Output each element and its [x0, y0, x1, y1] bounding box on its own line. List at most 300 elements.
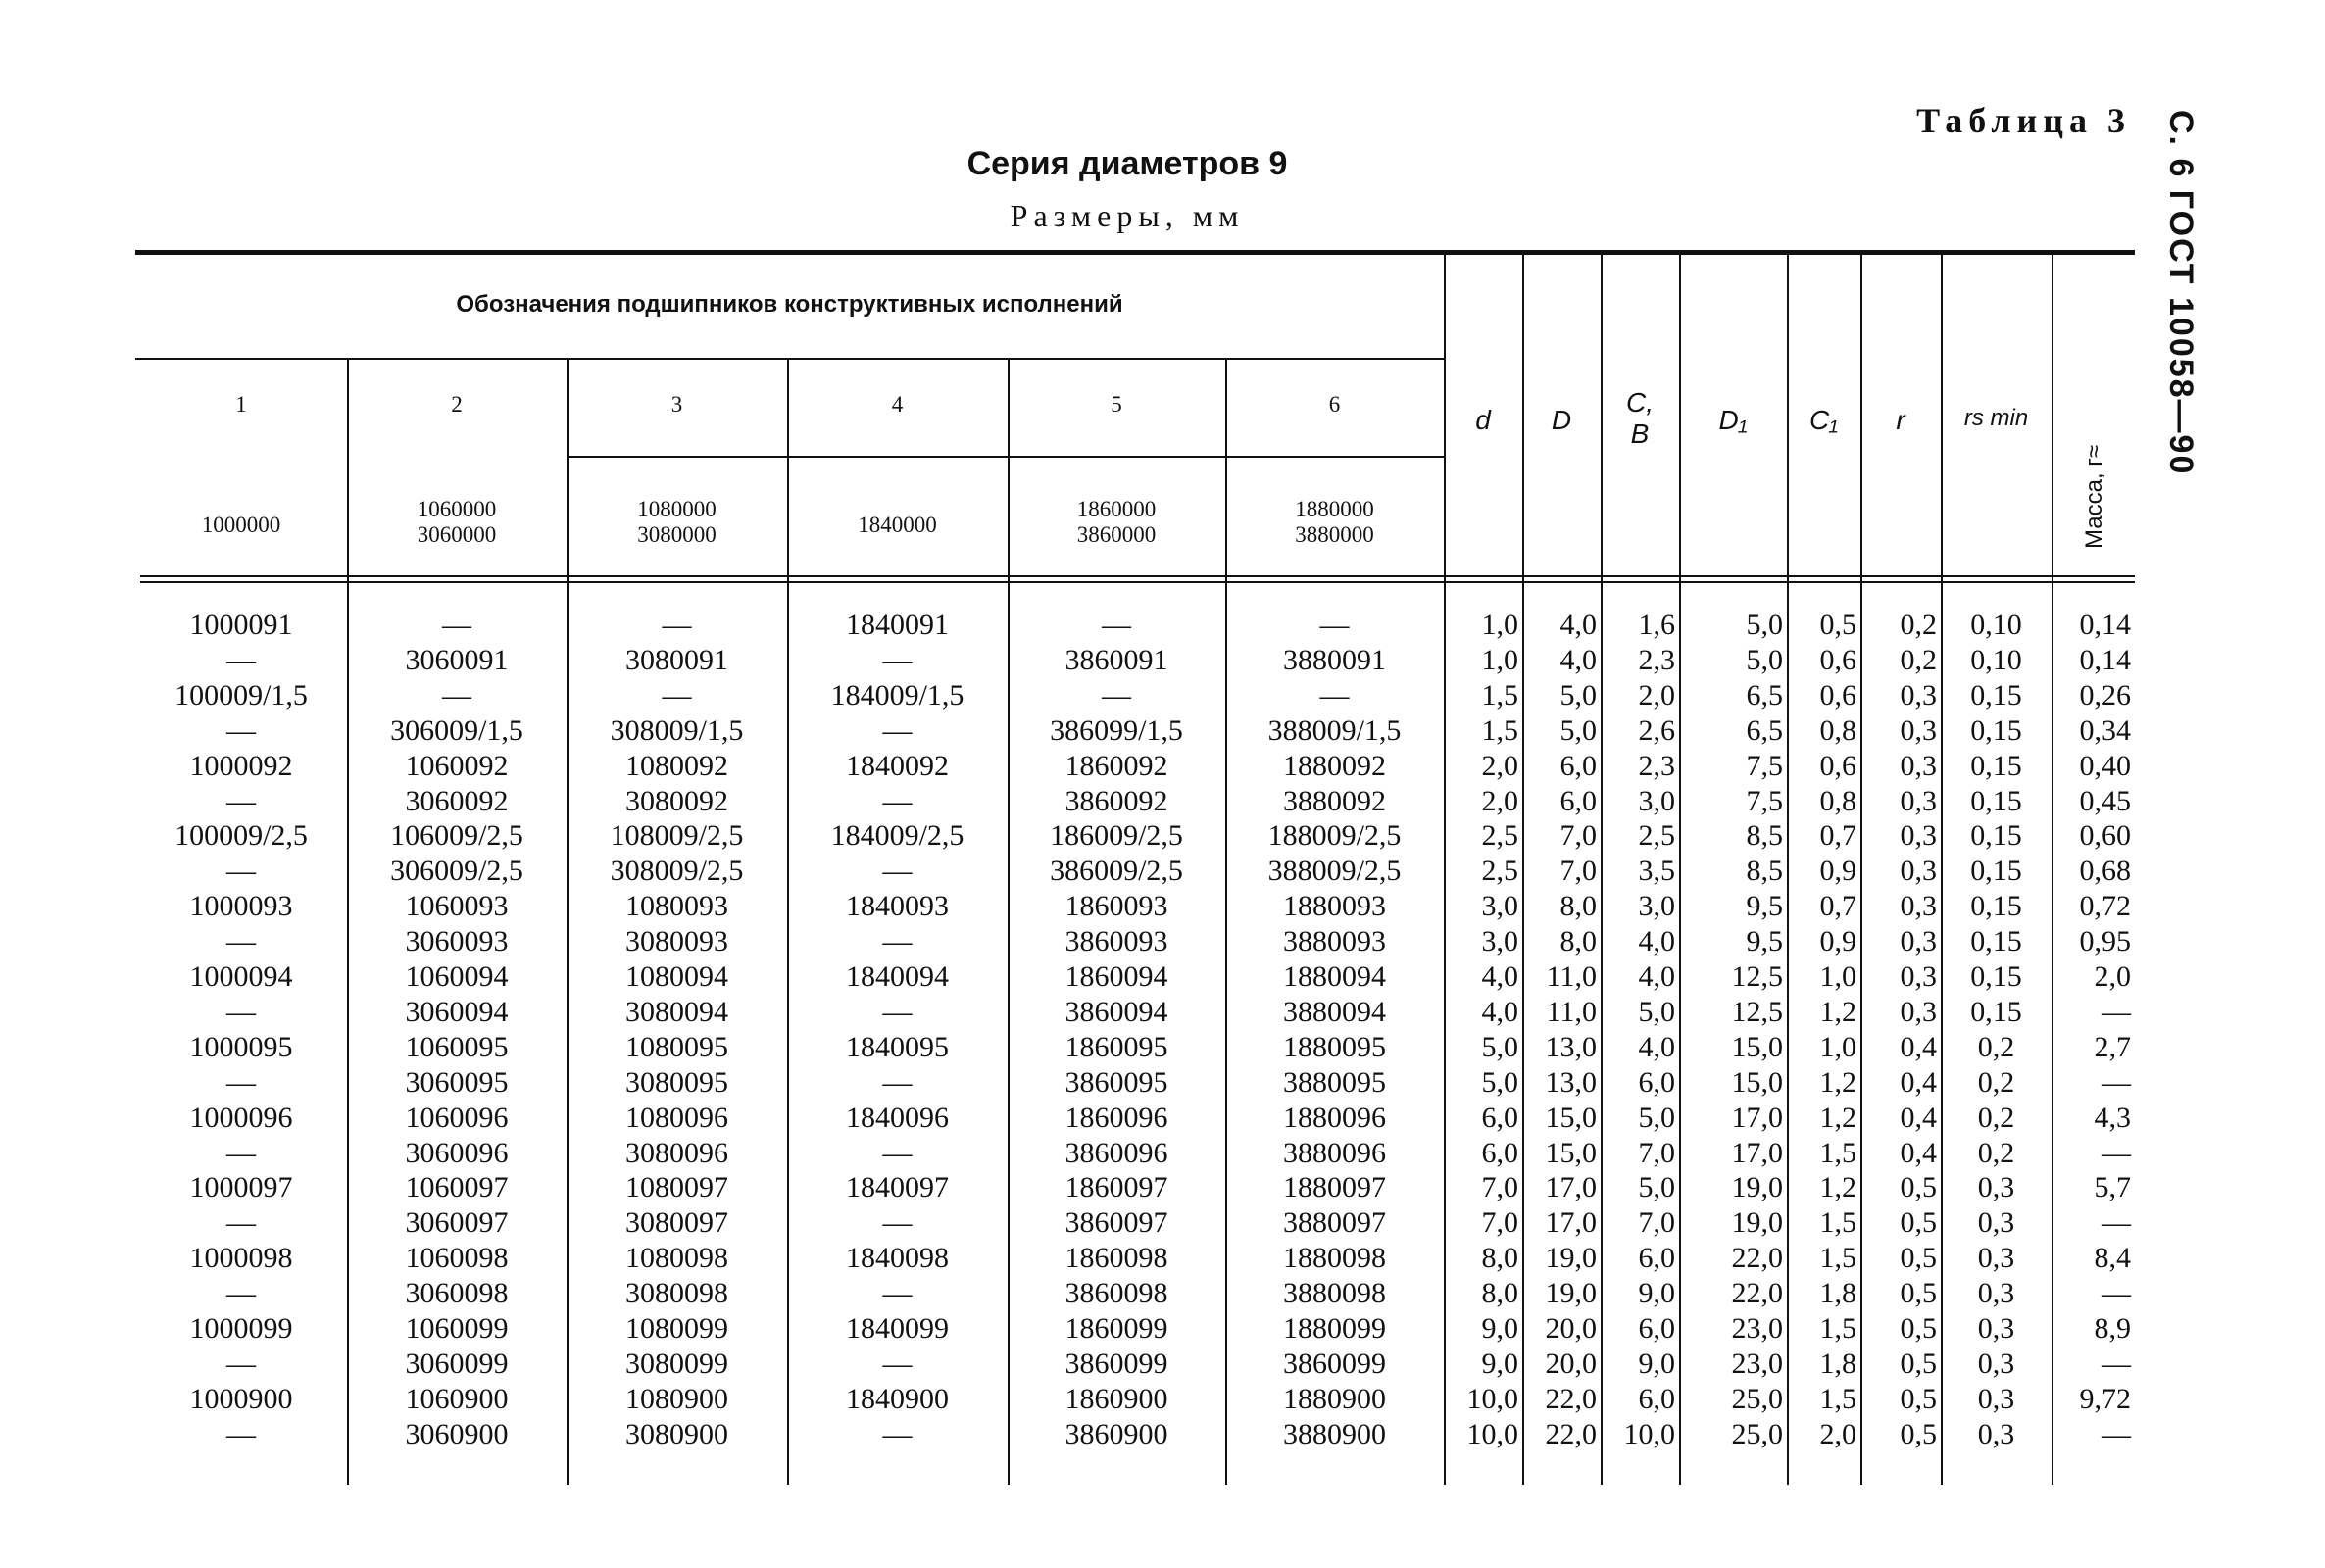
dim-CB-cell: 9,0	[1638, 1347, 1675, 1380]
design-4-cell: —	[882, 1065, 913, 1099]
dim-rsmin-cell: 0,3	[1977, 1417, 2015, 1450]
dim-D1-cell: 12,5	[1731, 960, 1783, 993]
dim-r-cell: 0,4	[1900, 1136, 1937, 1169]
dim-d-cell: 2,0	[1481, 784, 1518, 817]
mass-cell: 0,14	[2079, 609, 2131, 641]
dim-C1-cell: 0,6	[1819, 643, 1856, 676]
design-2-cell: 1060092	[405, 749, 509, 782]
dim-D-cell: 8,0	[1559, 890, 1597, 923]
design-5-cell: 3860098	[1064, 1277, 1168, 1310]
design-2-cell: 306009/2,5	[390, 855, 523, 888]
dim-C1-cell: 0,9	[1819, 925, 1856, 958]
dim-D1-cell: 22,0	[1731, 1277, 1783, 1310]
design-1-header: 1	[235, 392, 247, 416]
dim-D-header: D	[1551, 405, 1572, 435]
mass-cell: 2,0	[2094, 960, 2131, 993]
design-3-cell: 3080098	[625, 1277, 728, 1310]
design-4-cell: —	[882, 1347, 913, 1380]
dim-CB-cell: 4,0	[1638, 960, 1675, 993]
dim-rsmin-cell: 0,2	[1977, 1136, 2015, 1169]
dim-D-cell: 22,0	[1545, 1417, 1597, 1450]
design-6-cell: 3880097	[1283, 1206, 1386, 1240]
dim-D1-cell: 19,0	[1731, 1171, 1783, 1204]
design-5-cell: 1860095	[1064, 1030, 1168, 1063]
design-4-cell: 1840097	[846, 1171, 949, 1204]
design-6-cell: 388009/1,5	[1267, 713, 1402, 747]
table-row	[135, 1205, 2135, 1241]
standard-side-label: С. 6 ГОСТ 10058—90	[2162, 110, 2200, 476]
dim-CB-cell: 2,3	[1638, 643, 1675, 676]
dim-CB-cell: 6,0	[1638, 1382, 1675, 1415]
dim-C1-cell: 0,6	[1819, 749, 1856, 782]
design-2-cell: 306009/1,5	[390, 713, 523, 747]
dim-D-cell: 7,0	[1559, 819, 1597, 853]
dim-D-cell: 20,0	[1545, 1312, 1597, 1345]
design-4-cell: 1840091	[846, 609, 949, 641]
design-3-cell: 308009/2,5	[610, 855, 744, 888]
design-3-cell: 1080093	[625, 890, 728, 923]
dim-rsmin-cell: 0,15	[1970, 678, 2022, 711]
dim-D-cell: 19,0	[1545, 1277, 1597, 1310]
design-5-header: 5	[1111, 392, 1122, 416]
dim-CB-cell: 4,0	[1638, 1030, 1675, 1063]
dim-r-cell: 0,5	[1900, 1206, 1937, 1240]
design-2-cell: 1060099	[405, 1312, 509, 1345]
dim-D1-cell: 17,0	[1731, 1136, 1783, 1169]
dim-d-cell: 5,0	[1481, 1065, 1518, 1099]
table-row	[135, 643, 2135, 678]
design-3-cell: 3080099	[625, 1347, 728, 1380]
design-3-cell: —	[662, 609, 692, 641]
table-row	[135, 995, 2135, 1030]
dim-C1-cell: 1,2	[1819, 995, 1856, 1028]
dim-CB-cell: 6,0	[1638, 1065, 1675, 1099]
dim-r-cell: 0,5	[1900, 1171, 1937, 1204]
dim-D1-cell: 17,0	[1731, 1101, 1783, 1134]
dim-rsmin-cell: 0,15	[1970, 925, 2022, 958]
base-designation-2a: 1060000	[417, 497, 497, 521]
dim-d-cell: 8,0	[1481, 1242, 1518, 1275]
mass-cell: 5,7	[2094, 1171, 2131, 1204]
design-1-cell: —	[226, 1206, 256, 1240]
dim-CB-cell: 1,6	[1638, 609, 1675, 641]
design-3-cell: 3080093	[625, 925, 728, 958]
design-1-cell: 1000093	[189, 890, 293, 923]
design-5-cell: 1860093	[1064, 890, 1168, 923]
dim-C1-cell: 1,0	[1819, 960, 1856, 993]
design-5-cell: 1860099	[1064, 1312, 1168, 1345]
design-3-cell: 1080900	[625, 1382, 728, 1415]
dim-CB-cell: 2,6	[1638, 713, 1675, 747]
table-row	[135, 1030, 2135, 1065]
top-rule	[135, 250, 2135, 255]
dim-d-cell: 2,0	[1481, 749, 1518, 782]
dim-d-cell: 4,0	[1481, 995, 1518, 1028]
design-2-cell: 3060900	[405, 1417, 509, 1450]
design-6-cell: 1880098	[1283, 1242, 1386, 1275]
dim-D-cell: 4,0	[1559, 643, 1597, 676]
design-6-cell: 3880093	[1283, 925, 1386, 958]
sizes-label: Размеры, мм	[1010, 198, 1245, 233]
dim-CB-cell: 4,0	[1638, 925, 1675, 958]
design-3-cell: 3080091	[625, 643, 728, 676]
design-3-cell: 3080096	[625, 1136, 728, 1169]
dim-r-cell: 0,2	[1900, 609, 1937, 641]
design-5-cell: 3860095	[1064, 1065, 1168, 1099]
dim-r-cell: 0,5	[1900, 1312, 1937, 1345]
design-5-cell: 186009/2,5	[1050, 819, 1183, 853]
design-3-cell: 1080092	[625, 749, 728, 782]
dim-d-cell: 1,5	[1481, 713, 1518, 747]
dim-D-cell: 20,0	[1545, 1347, 1597, 1380]
design-1-cell: 1000098	[189, 1242, 293, 1275]
dim-C1-cell: 0,8	[1819, 784, 1856, 817]
design-3-cell: 1080099	[625, 1312, 728, 1345]
design-6-cell: —	[1319, 678, 1350, 711]
design-4-cell: —	[882, 1206, 913, 1240]
dim-d-cell: 9,0	[1481, 1347, 1518, 1380]
dim-rsmin-cell: 0,15	[1970, 784, 2022, 817]
mass-cell: 0,40	[2079, 749, 2131, 782]
dim-D1-cell: 15,0	[1731, 1030, 1783, 1063]
dim-CB-cell: 6,0	[1638, 1312, 1675, 1345]
dim-r-cell: 0,3	[1900, 678, 1937, 711]
design-5-cell: 1860900	[1064, 1382, 1168, 1415]
design-6-cell: 3880095	[1283, 1065, 1386, 1099]
dim-C1-cell: 1,2	[1819, 1065, 1856, 1099]
dim-C1-cell: 1,8	[1819, 1277, 1856, 1310]
design-2-cell: 1060096	[405, 1101, 509, 1134]
group-rule	[135, 358, 1444, 360]
mass-cell: 9,72	[2079, 1382, 2131, 1415]
design-3-cell: 1080096	[625, 1101, 728, 1134]
dim-C1-cell: 1,5	[1819, 1136, 1856, 1169]
dim-rsmin-cell: 0,2	[1977, 1065, 2015, 1099]
design-1-cell: —	[226, 784, 256, 817]
dim-r-cell: 0,5	[1900, 1347, 1937, 1380]
table-row	[135, 1311, 2135, 1347]
dim-r-cell: 0,4	[1900, 1101, 1937, 1134]
dim-r-cell: 0,3	[1900, 749, 1937, 782]
mass-cell: 0,45	[2079, 784, 2131, 817]
design-1-cell: 1000096	[189, 1101, 293, 1134]
dim-D-cell: 11,0	[1546, 960, 1597, 993]
design-3-cell: 3080092	[625, 784, 728, 817]
table-number: Таблица 3	[1916, 101, 2131, 140]
table-row	[135, 713, 2135, 749]
dim-r-cell: 0,5	[1900, 1382, 1937, 1415]
dim-C1-cell: 1,5	[1819, 1382, 1856, 1415]
design-3-cell: 1080098	[625, 1242, 728, 1275]
table-row	[135, 1065, 2135, 1101]
dim-D-cell: 5,0	[1559, 713, 1597, 747]
dim-D-cell: 13,0	[1545, 1065, 1597, 1099]
mass-cell: 0,14	[2079, 643, 2131, 676]
dim-r-cell: 0,5	[1900, 1277, 1937, 1310]
design-1-cell: 1000095	[189, 1030, 293, 1063]
mass-header: Масса, г≈	[2081, 444, 2107, 549]
design-2-cell: 1060900	[405, 1382, 509, 1415]
dim-rsmin-cell: 0,15	[1970, 995, 2022, 1028]
design-1-cell: 100009/1,5	[174, 678, 308, 711]
dim-D-cell: 5,0	[1559, 678, 1597, 711]
table-row	[135, 818, 2135, 854]
dim-D1-cell: 9,5	[1746, 890, 1783, 923]
dim-D1-cell: 7,5	[1746, 784, 1783, 817]
design-5-cell: 386099/1,5	[1050, 713, 1183, 747]
dim-D-cell: 8,0	[1559, 925, 1597, 958]
mass-cell: 0,26	[2079, 678, 2131, 711]
dim-D1-cell: 23,0	[1731, 1347, 1783, 1380]
dim-r-cell: 0,3	[1900, 713, 1937, 747]
design-3-cell: 108009/2,5	[610, 819, 744, 853]
dim-d-cell: 3,0	[1481, 890, 1518, 923]
table-row	[135, 1136, 2135, 1171]
design-5-cell: 1860098	[1064, 1242, 1168, 1275]
dim-CB-cell: 10,0	[1623, 1417, 1675, 1450]
mass-cell: 8,9	[2094, 1312, 2131, 1345]
design-4-cell: —	[882, 784, 913, 817]
dim-CB-cell: 2,3	[1638, 749, 1675, 782]
design-5-cell: —	[1102, 678, 1131, 711]
dim-d-cell: 2,5	[1481, 819, 1518, 853]
design-5-cell: 3860093	[1064, 925, 1168, 958]
dim-r-cell: 0,3	[1900, 960, 1937, 993]
design-6-cell: 1880099	[1283, 1312, 1386, 1345]
dim-CB-cell: 5,0	[1638, 1171, 1675, 1204]
dim-CB-cell: 2,5	[1638, 819, 1675, 853]
dim-d-cell: 1,0	[1481, 643, 1518, 676]
dim-C1-cell: 0,7	[1819, 890, 1856, 923]
design-6-cell: 188009/2,5	[1267, 819, 1402, 853]
design-1-cell: —	[226, 995, 256, 1028]
dim-d-cell: 5,0	[1481, 1030, 1518, 1063]
dim-CB-cell: 6,0	[1638, 1242, 1675, 1275]
design-6-cell: 1880092	[1283, 749, 1386, 782]
dim-D1-cell: 5,0	[1746, 643, 1783, 676]
table-row	[135, 1101, 2135, 1136]
design-1-cell: 100009/2,5	[174, 819, 308, 853]
dim-r-cell: 0,4	[1900, 1065, 1937, 1099]
design-6-cell: 388009/2,5	[1267, 855, 1402, 888]
design-3-cell: 3080094	[625, 995, 728, 1028]
design-1-cell: —	[226, 713, 256, 747]
design-1-cell: —	[226, 1065, 256, 1099]
dim-CB-cell: 3,0	[1638, 890, 1675, 923]
design-2-cell: 3060096	[405, 1136, 509, 1169]
design-2-cell: 3060093	[405, 925, 509, 958]
design-3-cell: —	[662, 678, 692, 711]
design-2-cell: 3060095	[405, 1065, 509, 1099]
dim-d-cell: 6,0	[1481, 1101, 1518, 1134]
dim-D1-cell: 23,0	[1731, 1312, 1783, 1345]
design-4-cell: 1840092	[846, 749, 949, 782]
dim-C1-cell: 1,2	[1819, 1171, 1856, 1204]
dim-r-cell: 0,5	[1900, 1417, 1937, 1450]
design-3-cell: 3080095	[625, 1065, 728, 1099]
design-4-cell: 1840900	[846, 1382, 949, 1415]
design-1-cell: 1000091	[189, 609, 293, 641]
mass-cell: 2,7	[2094, 1030, 2131, 1063]
design-3-cell: 1080094	[625, 960, 728, 993]
table-row	[135, 1241, 2135, 1276]
dim-rsmin-cell: 0,15	[1970, 713, 2022, 747]
dim-r-header: r	[1896, 405, 1905, 435]
design-4-cell: 1840098	[846, 1242, 949, 1275]
design-6-cell: 3880091	[1283, 643, 1386, 676]
dim-D-cell: 13,0	[1545, 1030, 1597, 1063]
design-3-header: 3	[670, 392, 683, 416]
designations-group-header: Обозначения подшипников конструктивных исполнений	[456, 291, 1123, 318]
design-1-cell: 1000099	[189, 1312, 293, 1345]
dim-D-cell: 17,0	[1545, 1171, 1597, 1204]
design-5-cell: 1860096	[1064, 1101, 1168, 1134]
dim-rsmin-cell: 0,3	[1977, 1242, 2015, 1275]
dim-D1-cell: 22,0	[1731, 1242, 1783, 1275]
design-6-cell: 3880096	[1283, 1136, 1386, 1169]
mass-cell: 0,72	[2079, 890, 2131, 923]
design-2-cell: 1060094	[405, 960, 509, 993]
design-6-cell: 1880094	[1283, 960, 1386, 993]
dim-r-cell: 0,3	[1900, 995, 1937, 1028]
mass-cell: 0,95	[2079, 925, 2131, 958]
dim-CB-cell: 7,0	[1638, 1206, 1675, 1240]
design-6-cell: 3860099	[1283, 1347, 1386, 1380]
dim-d-cell: 1,5	[1481, 678, 1518, 711]
table-row	[135, 1417, 2135, 1452]
series-title: Серия диаметров 9	[966, 145, 1288, 182]
design-5-cell: 1860094	[1064, 960, 1168, 993]
table-row	[135, 784, 2135, 819]
dim-D-cell: 19,0	[1545, 1242, 1597, 1275]
dim-rsmin-cell: 0,3	[1977, 1312, 2015, 1345]
design-4-cell: 1840099	[846, 1312, 949, 1345]
design-5-cell: 3860091	[1064, 643, 1168, 676]
design-1-cell: —	[226, 925, 256, 958]
dim-C1-cell: 1,5	[1819, 1206, 1856, 1240]
design-6-cell: 1880096	[1283, 1101, 1386, 1134]
design-6-cell: 1880095	[1283, 1030, 1386, 1063]
design-2-cell: 1060098	[405, 1242, 509, 1275]
design-4-cell: 1840096	[846, 1101, 949, 1134]
dim-C1-header: C₁	[1808, 405, 1839, 435]
dim-rsmin-cell: 0,3	[1977, 1171, 2015, 1204]
mass-cell: 8,4	[2094, 1242, 2131, 1275]
design-4-cell: —	[882, 1417, 913, 1450]
design-3-cell: 3080097	[625, 1206, 728, 1240]
design-4-cell: 1840094	[846, 960, 949, 993]
dim-rsmin-cell: 0,3	[1977, 1347, 2015, 1380]
dim-d-cell: 3,0	[1481, 925, 1518, 958]
design-5-cell: 3860092	[1064, 784, 1168, 817]
mass-cell: 4,3	[2094, 1101, 2131, 1134]
design-2-cell: 3060091	[405, 643, 509, 676]
design-5-cell: 3860097	[1064, 1206, 1168, 1240]
table-row	[135, 1170, 2135, 1205]
design-4-cell: —	[882, 1277, 913, 1310]
design-1-cell: 1000092	[189, 749, 293, 782]
design-4-cell: —	[882, 713, 913, 747]
table-row	[135, 749, 2135, 784]
dim-D-cell: 22,0	[1545, 1382, 1597, 1415]
dim-D1-cell: 8,5	[1746, 855, 1783, 888]
table-row	[135, 854, 2135, 889]
design-4-cell: —	[882, 855, 913, 888]
dim-D-cell: 15,0	[1545, 1101, 1597, 1134]
design-2-cell: 1060095	[405, 1030, 509, 1063]
mass-cell: —	[2102, 995, 2131, 1028]
design-4-cell: 184009/2,5	[830, 819, 965, 853]
dim-C1-cell: 1,8	[1819, 1347, 1856, 1380]
header-bottom-rule-1	[140, 575, 2135, 577]
bearing-table	[135, 250, 2135, 1485]
dim-d-cell: 4,0	[1481, 960, 1518, 993]
design-4-cell: 1840095	[846, 1030, 949, 1063]
design-5-cell: 3860096	[1064, 1136, 1168, 1169]
dim-D1-cell: 5,0	[1746, 609, 1783, 641]
dim-C1-cell: 0,6	[1819, 678, 1856, 711]
design-6-cell: —	[1319, 609, 1350, 641]
design-2-cell: 3060092	[405, 784, 509, 817]
dim-rsmin-cell: 0,15	[1970, 960, 2022, 993]
mass-cell: —	[2102, 1417, 2131, 1450]
dim-D-cell: 7,0	[1559, 855, 1597, 888]
dim-d-cell: 6,0	[1481, 1136, 1518, 1169]
dim-rsmin-cell: 0,2	[1977, 1030, 2015, 1063]
mass-cell: 0,60	[2079, 819, 2131, 853]
dim-D1-cell: 25,0	[1731, 1382, 1783, 1415]
dim-rsmin-cell: 0,3	[1977, 1382, 2015, 1415]
design-5-cell: —	[1102, 609, 1131, 641]
design-3-cell: 1080097	[625, 1171, 728, 1204]
design-1-cell: —	[226, 1347, 256, 1380]
dim-rsmin-cell: 0,15	[1970, 819, 2022, 853]
dim-d-cell: 7,0	[1481, 1206, 1518, 1240]
dim-rsmin-cell: 0,3	[1977, 1206, 2015, 1240]
base-designation-5b: 3860000	[1076, 522, 1157, 547]
base-designation-1: 1000000	[201, 513, 281, 537]
design-5-cell: 3860099	[1064, 1347, 1168, 1380]
dim-C1-cell: 1,5	[1819, 1242, 1856, 1275]
dim-d-cell: 8,0	[1481, 1277, 1518, 1310]
dim-D1-header: D₁	[1718, 405, 1748, 435]
dim-r-cell: 0,3	[1900, 890, 1937, 923]
design-3-cell: 3080900	[625, 1417, 728, 1450]
dim-rsmin-cell: 0,10	[1970, 643, 2022, 676]
design-2-cell: 3060098	[405, 1277, 509, 1310]
design-2-cell: 3060097	[405, 1206, 509, 1240]
design-2-cell: 3060094	[405, 995, 509, 1028]
design-1-cell: 1000900	[189, 1382, 293, 1415]
design-4-cell: —	[882, 925, 913, 958]
dim-d-header: d	[1475, 405, 1491, 435]
dim-D1-cell: 6,5	[1746, 713, 1783, 747]
dim-r-cell: 0,2	[1900, 643, 1937, 676]
dim-C1-cell: 0,8	[1819, 713, 1856, 747]
base-designation-3a: 1080000	[637, 497, 717, 521]
design-5-cell: 1860097	[1064, 1171, 1168, 1204]
design-2-cell: 1060097	[405, 1171, 509, 1204]
dim-C1-cell: 2,0	[1819, 1417, 1856, 1450]
design-6-cell: 1880900	[1283, 1382, 1386, 1415]
dim-rsmin-cell: 0,2	[1977, 1101, 2015, 1134]
design-2-header: 2	[451, 392, 463, 416]
design-2-cell: 106009/2,5	[390, 819, 523, 853]
dim-r-cell: 0,3	[1900, 819, 1937, 853]
dim-D-cell: 11,0	[1546, 995, 1597, 1028]
design-3-cell: 308009/1,5	[610, 713, 744, 747]
design-6-cell: 3880098	[1283, 1277, 1386, 1310]
